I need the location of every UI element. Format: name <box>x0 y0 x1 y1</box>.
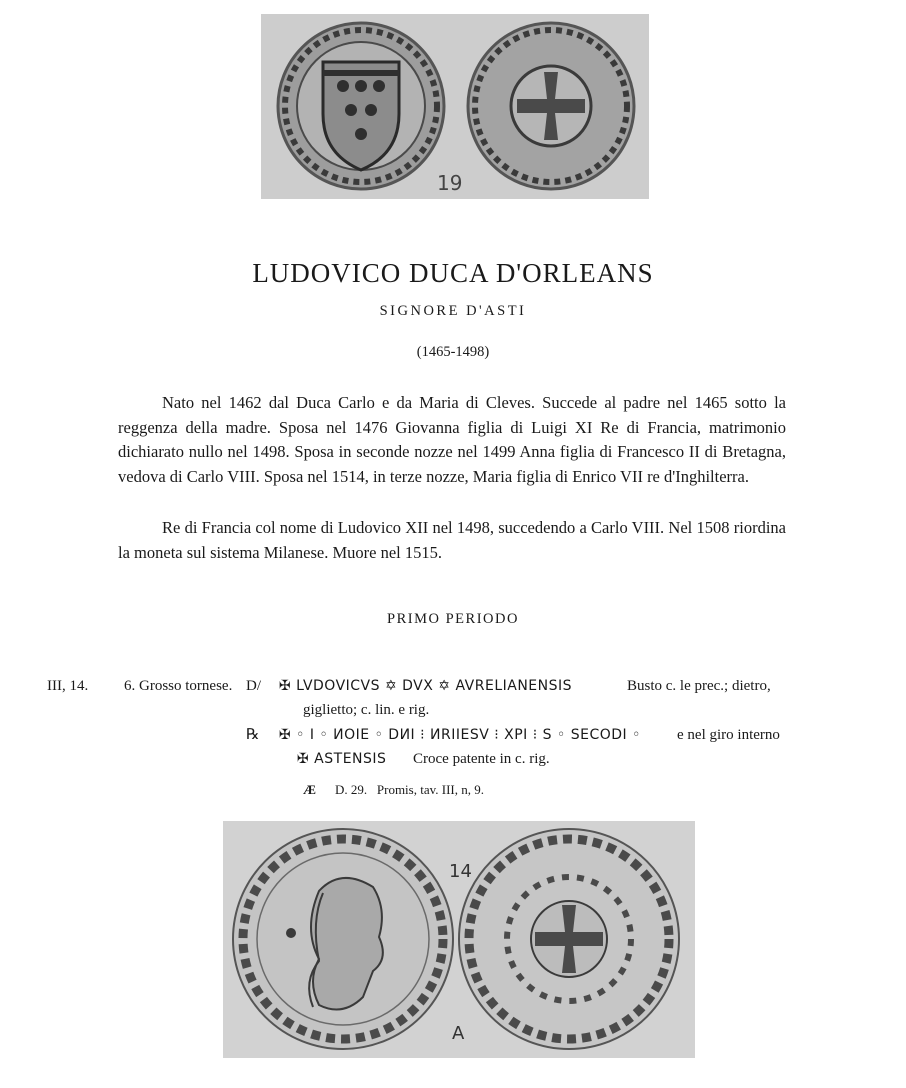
bibliographic-reference: D. 29. Promis, tav. III, n, 9. <box>335 782 485 797</box>
reverse-marker: ℞ <box>246 727 260 743</box>
coin-photo-top <box>261 14 649 199</box>
obverse-legend: ✠ LVDOVICVS ✡ DVX ✡ AVRELIANENSIS <box>279 678 573 694</box>
coin-plate-bottom <box>223 821 695 1058</box>
section-heading: PRIMO PERIODO <box>387 611 519 627</box>
reverse-description-2: Croce patente in c. rig. <box>413 751 550 767</box>
plate-number-top: 19 <box>437 171 463 195</box>
coin-plate-top <box>261 14 649 199</box>
obverse-description-1: Busto c. le prec.; dietro, <box>627 678 771 694</box>
metal-symbol: Æ <box>303 782 316 797</box>
reverse-legend: ✠ ◦ I ◦ ИOIE ◦ DИI ⁝ ИRIIESV ⁝ XPI ⁝ S ◦ SECODI ◦ <box>279 727 641 743</box>
reverse-legend-inner: ✠ ASTENSIS <box>297 751 387 767</box>
page-title: LUDOVICO DUCA D'ORLEANS <box>252 258 654 288</box>
obverse-description-2: giglietto; c. lin. e rig. <box>303 702 430 718</box>
plate-number-bottom: 14 <box>449 861 472 882</box>
biography-paragraph-2: Re di Francia col nome di Ludovico XII nel 1498, succedendo a Carlo VIII. Nel 1508 riordina la moneta sul sistema Milanese. Muore nel 1515. <box>118 518 786 562</box>
plate-reference: III, 14. <box>47 678 89 694</box>
obverse-marker: D/ <box>246 678 261 694</box>
plate-letter-bottom: A <box>452 1023 465 1044</box>
reverse-description-1: e nel giro interno <box>677 727 780 743</box>
coin-number-name: 6. Grosso tornese. <box>124 678 233 694</box>
reign-dates: (1465-1498) <box>416 344 490 360</box>
coin-photo-bottom <box>223 821 695 1058</box>
page-subtitle: SIGNORE D'ASTI <box>379 303 527 319</box>
biography-paragraph-1: Nato nel 1462 dal Duca Carlo e da Maria di Cleves. Succede al padre nel 1465 sotto la reggenza della madre. Sposa nel 1476 Giovanna figlia di Luigi XI Re di Francia, matrimonio dichiarato nullo nel 1498. Sposa in seconde nozze nel 1499 Anna figlia di Francesco II di Bretagna, vedova di Carlo VIII. Sposa nel 1514, in terze nozze, Maria figlia di Enrico VII re d'Inghilterra. <box>118 393 786 486</box>
